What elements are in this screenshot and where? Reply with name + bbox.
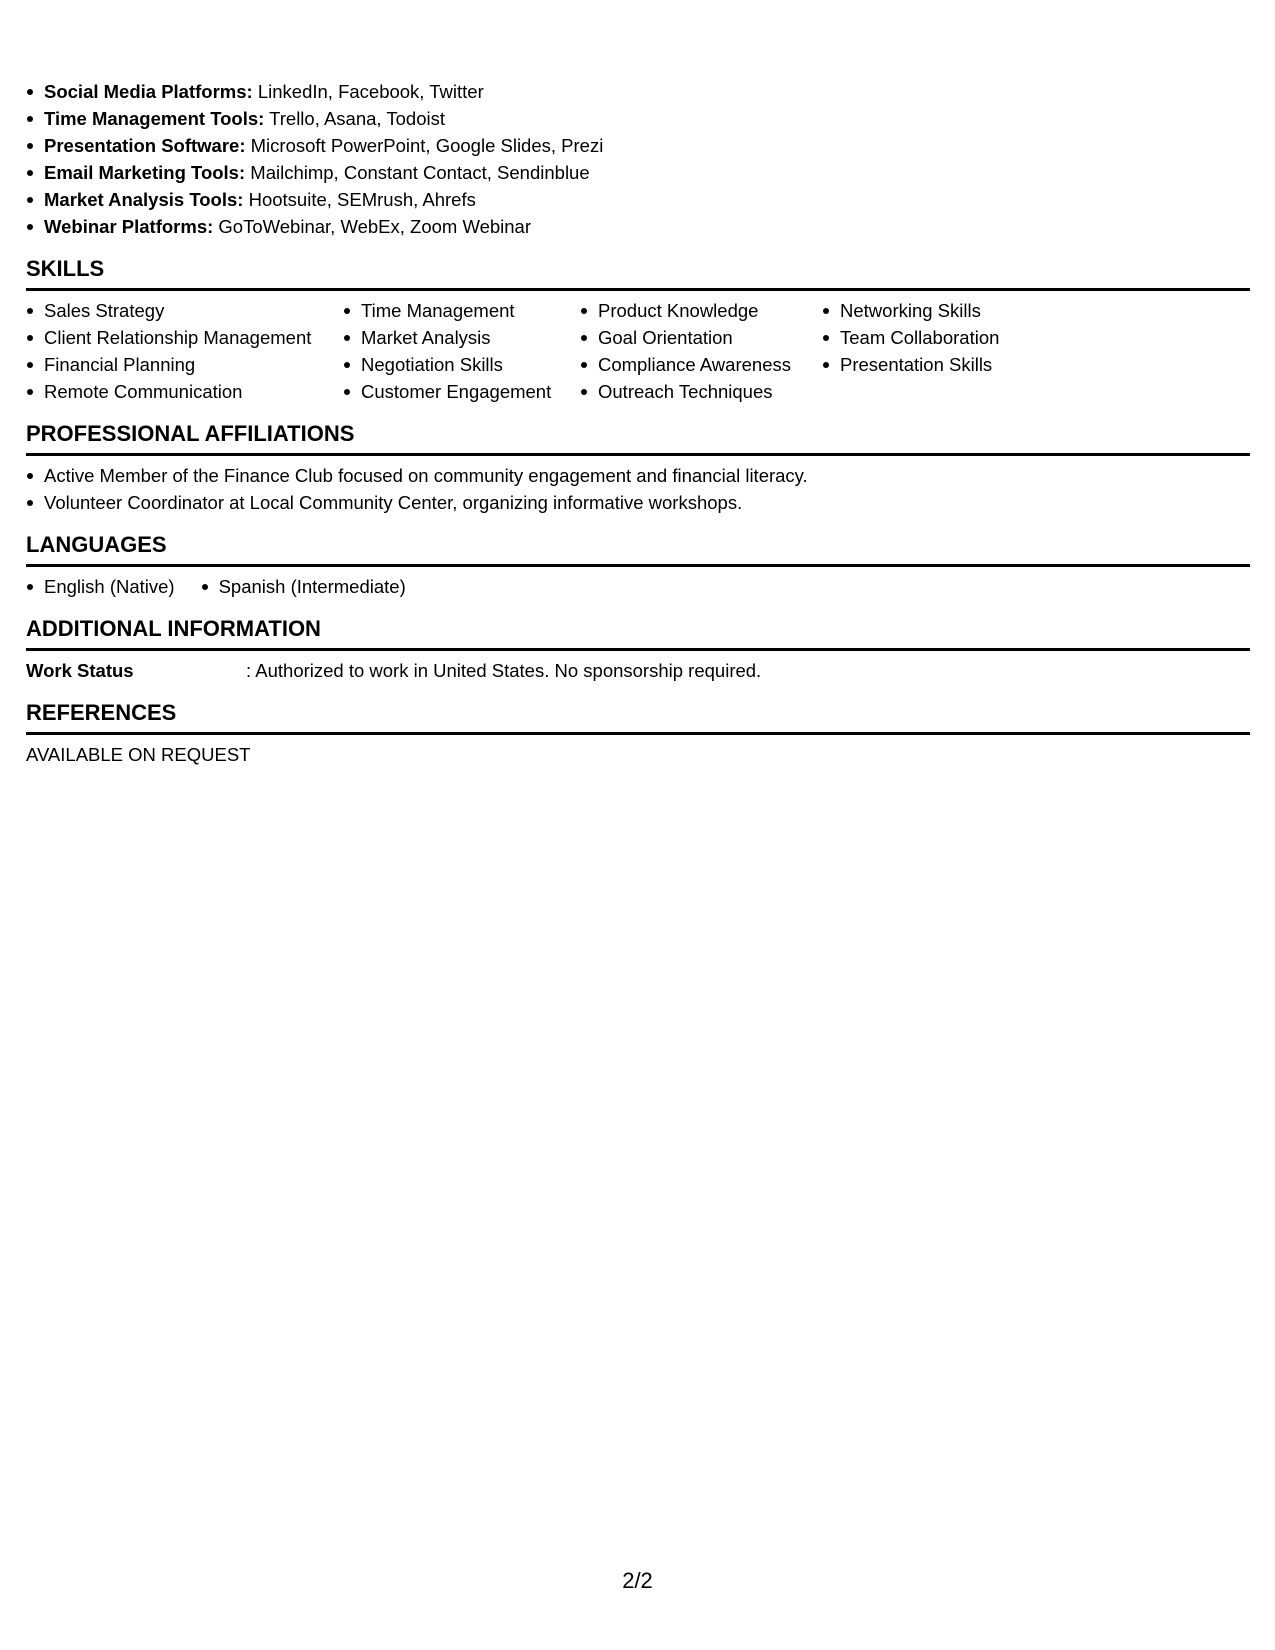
skills-column [26, 297, 343, 405]
list-item: Negotiation Skills [343, 351, 580, 378]
section-heading-additional: ADDITIONAL INFORMATION [26, 615, 1250, 651]
list-item: Outreach Techniques [580, 378, 822, 405]
list-item: Team Collaboration [822, 324, 1062, 351]
affiliations-list [26, 462, 1250, 516]
tool-value: Trello, Asana, Todoist [264, 108, 445, 129]
tool-label: Webinar Platforms: [44, 216, 214, 237]
references-text: AVAILABLE ON REQUEST [26, 744, 251, 765]
list-item: Time Management [343, 297, 580, 324]
skills-column [580, 297, 822, 405]
section-heading-references: REFERENCES [26, 699, 1250, 735]
skills-grid [26, 297, 1250, 405]
list-item: Networking Skills [822, 297, 1062, 324]
page-number: 2/2 [622, 1568, 653, 1593]
list-item: Remote Communication [26, 378, 343, 405]
list-item: English (Native) [26, 573, 175, 600]
list-item [26, 132, 1250, 159]
list-item: Financial Planning [26, 351, 343, 378]
list-item: Customer Engagement [343, 378, 580, 405]
tool-value: GoToWebinar, WebEx, Zoom Webinar [213, 216, 532, 237]
tool-label: Social Media Platforms: [44, 81, 253, 102]
list-item: Active Member of the Finance Club focused on community engagement and financial literacy. [26, 462, 1250, 489]
tool-value: Mailchimp, Constant Contact, Sendinblue [245, 162, 590, 183]
list-item [26, 186, 1250, 213]
list-item [26, 213, 1250, 240]
list-item: Client Relationship Management [26, 324, 343, 351]
list-item: Sales Strategy [26, 297, 343, 324]
list-item: Presentation Skills [822, 351, 1062, 378]
tool-value: Hootsuite, SEMrush, Ahrefs [243, 189, 476, 210]
work-status-label: Work Status [26, 660, 134, 681]
skills-column [343, 297, 580, 405]
tool-value: LinkedIn, Facebook, Twitter [252, 81, 484, 102]
tool-value: Microsoft PowerPoint, Google Slides, Prezi [245, 135, 604, 156]
list-item [26, 105, 1250, 132]
list-item: Compliance Awareness [580, 351, 822, 378]
list-item: Product Knowledge [580, 297, 822, 324]
list-item: Goal Orientation [580, 324, 822, 351]
languages-list [26, 573, 1250, 600]
skills-column [822, 297, 1062, 405]
list-item: Market Analysis [343, 324, 580, 351]
additional-info-section [26, 615, 1250, 684]
tool-label: Time Management Tools: [44, 108, 265, 129]
tool-label: Presentation Software: [44, 135, 246, 156]
list-item [26, 159, 1250, 186]
skills-section [26, 255, 1250, 405]
work-status-row [26, 657, 1250, 684]
work-status-value: : Authorized to work in United States. No sponsorship required. [246, 660, 762, 681]
section-heading-skills: SKILLS [26, 255, 1250, 291]
list-item: Volunteer Coordinator at Local Community Center, organizing informative workshops. [26, 489, 1250, 516]
list-item: Spanish (Intermediate) [201, 573, 406, 600]
list-item [26, 78, 1250, 105]
tool-label: Market Analysis Tools: [44, 189, 244, 210]
section-heading-languages: LANGUAGES [26, 531, 1250, 567]
tool-label: Email Marketing Tools: [44, 162, 246, 183]
tools-list [26, 78, 1250, 240]
section-heading-affiliations: PROFESSIONAL AFFILIATIONS [26, 420, 1250, 456]
affiliations-section [26, 420, 1250, 516]
references-section [26, 699, 1250, 768]
languages-section [26, 531, 1250, 600]
resume-page [26, 78, 1250, 768]
